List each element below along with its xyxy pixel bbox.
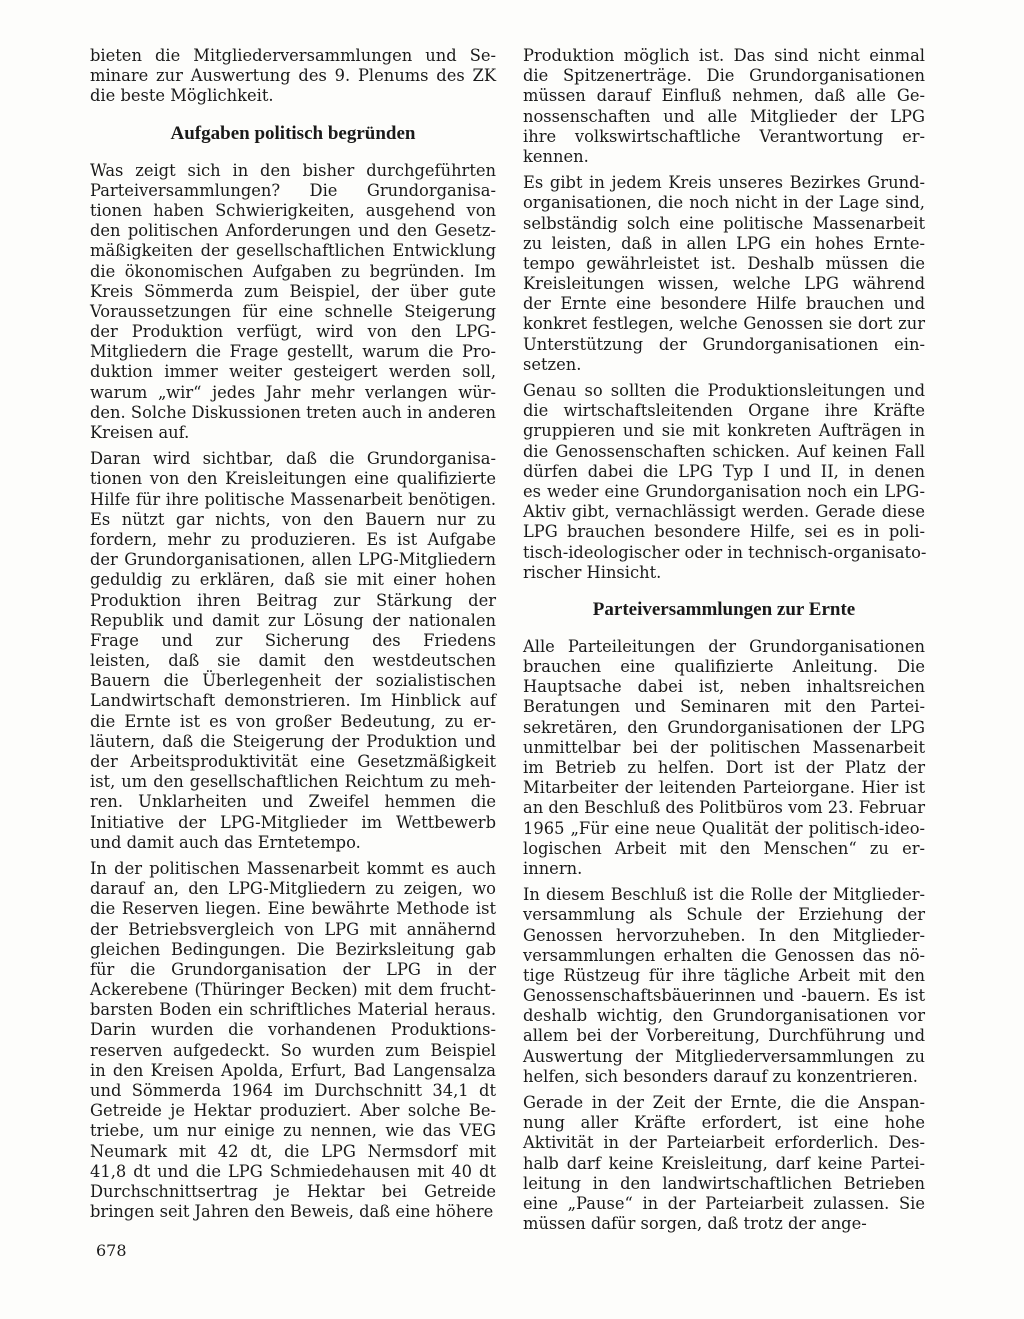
text-line: den politischen Anforderungen und den Gesetz- <box>90 221 496 241</box>
text-line: die beste Möglichkeit. <box>90 86 274 106</box>
text-line: Kreis Sömmerda zum Beispiel, der über gute <box>90 281 496 301</box>
text-line: Frage und zur Sicherung des Friedens <box>90 630 496 650</box>
text-line: 41,8 dt und die LPG Schmiedehausen mit 40 dt <box>90 1161 496 1181</box>
text-line: Parteiversammlungen? Die Grundorganisa- <box>90 180 496 200</box>
text-line: tempo gewährleistet ist. Deshalb müssen die <box>523 253 925 273</box>
text-line: konkret festlegen, welche Genossen sie dort zur <box>523 314 925 334</box>
text-line: für die Grundorganisation der LPG in der <box>90 959 496 979</box>
text-line: Beratungen und Seminaren mit den Partei- <box>523 697 925 717</box>
text-line: 1965 „Für eine neue Qualität der politisch-ideo- <box>523 818 925 838</box>
text-line: Aktivität in der Parteiarbeit erforderlich. Des- <box>523 1133 925 1153</box>
text-line: müssen dafür sorgen, daß trotz der ange- <box>523 1214 867 1234</box>
text-line: die wirtschaftsleitenden Organe ihre Kräfte <box>523 401 925 421</box>
text-line: an den Beschluß des Politbüros vom 23. Februar <box>523 798 925 818</box>
paragraph <box>523 173 925 375</box>
text-line: und Sömmerda 1964 im Durchschnitt 34,1 dt <box>90 1081 496 1100</box>
text-line: Alle Parteileitungen der Grundorganisationen <box>523 636 925 656</box>
text-line: Darin wurden die vorhandenen Produktions- <box>90 1020 496 1040</box>
right-column <box>523 46 925 1240</box>
text-line: unmittelbar bei der politischen Massenarbeit <box>523 737 925 757</box>
text-line: die Reserven liegen. Eine bewährte Methode ist <box>90 899 496 919</box>
text-line: gleichen Bedingungen. Die Bezirksleitung gab <box>90 939 496 959</box>
text-line: Hauptsache dabei ist, neben inhaltsreichen <box>523 677 925 697</box>
text-line: tionen haben Schwierigkeiten, ausgehend von <box>90 200 496 220</box>
text-line: tionen von den Kreisleitungen eine qualifizierte <box>90 469 496 489</box>
text-line: Durchschnittsertrag je Hektar bei Getreide <box>90 1181 496 1201</box>
paragraph <box>90 46 496 107</box>
paragraph <box>523 1093 925 1234</box>
text-line: reserven aufgedeckt. So wurden zum Beispiel <box>90 1040 496 1060</box>
text-line: versammlung als Schule der Erziehung der <box>523 905 925 925</box>
text-line: Mitarbeiter der leitenden Parteiorgane. Hier ist <box>523 778 925 798</box>
text-line: Landwirtschaft demonstrieren. Im Hinblick auf <box>90 691 496 711</box>
text-line: kennen. <box>523 146 589 166</box>
text-line: Getreide je Hektar produziert. Aber solche Be- <box>90 1101 496 1121</box>
text-line: die Genossenschaften schicken. Auf keinen Fall <box>523 441 925 461</box>
text-line: der Betriebsvergleich von LPG mit annähernd <box>90 919 496 939</box>
text-line: Republik und damit zur Lösung der nationalen <box>90 610 496 630</box>
text-line: eine „Pause“ in der Parteiarbeit zulassen. Sie <box>523 1193 925 1213</box>
text-line: die Ernte ist es von großer Bedeutung, zu er- <box>90 711 496 731</box>
text-line: im Betrieb zu helfen. Dort ist der Platz der <box>523 758 925 777</box>
text-line: müssen darauf Einfluß nehmen, daß alle Ge- <box>523 86 925 106</box>
text-line: läutern, daß die Steigerung der Produktion und <box>90 731 496 751</box>
text-line: zu leisten, daß in allen LPG ein hohes Ernte- <box>523 233 925 253</box>
text-line: nossenschaften und alle Mitglieder der LPG <box>523 106 925 126</box>
text-line: organisationen, die noch nicht in der Lage sind, <box>523 193 925 213</box>
text-line: logischen Arbeit mit den Menschen“ zu er- <box>523 838 925 858</box>
text-line: allem bei der Vorbereitung, Durchführung und <box>523 1026 925 1046</box>
text-line: ihre volkswirtschaftliche Verantwortung er- <box>523 126 925 146</box>
text-line: Es nützt gar nichts, von den Bauern nur zu <box>90 509 496 529</box>
text-line: der Ernte eine besondere Hilfe brauchen und <box>523 294 925 314</box>
text-line: Genossenschaftsbäuerinnen und -bauern. Es ist <box>523 986 925 1006</box>
text-line: warum „wir“ jedes Jahr mehr verlangen wür- <box>90 382 496 402</box>
text-line: Kreisleitungen wissen, welche LPG während <box>523 274 925 294</box>
text-line: brauchen eine qualifizierte Anleitung. Die <box>523 657 925 677</box>
text-line: geduldig zu erklären, daß sie mit einer hohen <box>90 570 496 590</box>
paragraph <box>523 885 925 1087</box>
text-line: bringen seit Jahren den Beweis, daß eine höhere <box>90 1202 494 1222</box>
section-heading: Parteiversammlungen zur Ernte <box>592 598 856 620</box>
text-line: innern. <box>523 858 583 878</box>
text-line: dürfen dabei die LPG Typ I und II, in denen <box>523 461 925 481</box>
text-line: der Arbeitsproduktivität eine Gesetzmäßigkeit <box>90 752 496 771</box>
text-line: darauf an, den LPG-Mitgliedern zu zeigen, wo <box>90 879 496 899</box>
text-line: Was zeigt sich in den bisher durchgeführten <box>90 160 496 180</box>
text-line: Kreisen auf. <box>90 423 190 442</box>
text-line: Genossen hervorzuheben. In den Mitglieder- <box>523 925 925 945</box>
text-line: und damit auch das Erntetempo. <box>90 832 361 852</box>
text-line: Gerade in der Zeit der Ernte, die die Anspan- <box>523 1093 925 1112</box>
text-line: duktion immer weiter gesteigert werden soll, <box>90 362 496 382</box>
text-line: leitung in den landwirtschaftlichen Betrieben <box>523 1173 925 1193</box>
text-line: ren. Unklarheiten und Zweifel hemmen die <box>90 792 496 812</box>
text-line: In diesem Beschluß ist die Rolle der Mitglieder- <box>523 885 925 905</box>
text-line: Unterstützung der Grundorganisationen ein- <box>523 334 925 354</box>
text-line: Produktion möglich ist. Das sind nicht einmal <box>523 46 925 65</box>
text-line: setzen. <box>523 354 582 374</box>
text-line: minare zur Auswertung des 9. Plenums des ZK <box>90 66 496 86</box>
text-line: bieten die Mitgliederversammlungen und Se- <box>90 46 496 65</box>
text-line: barsten Boden ein schriftliches Material heraus. <box>90 1000 496 1020</box>
text-line: Neumark mit 42 dt, die LPG Nermsdorf mit <box>90 1141 496 1161</box>
text-line: Produktion ihren Beitrag zur Stärkung der <box>90 590 496 610</box>
text-line: in den Kreisen Apolda, Erfurt, Bad Langensalza <box>90 1060 496 1080</box>
text-line: Daran wird sichtbar, daß die Grundorganisa- <box>90 449 496 469</box>
left-column <box>90 46 496 1228</box>
text-line: halb darf keine Kreisleitung, darf keine Partei- <box>523 1153 925 1173</box>
text-line: ist, um den gesellschaftlichen Reichtum zu meh- <box>90 772 496 792</box>
text-line: Voraussetzungen für eine schnelle Steigerung <box>90 301 496 321</box>
text-line: leisten, daß sie damit den westdeutschen <box>90 651 496 671</box>
text-line: den. Solche Diskussionen treten auch in anderen <box>90 402 496 422</box>
text-line: die ökonomischen Aufgaben zu begründen. Im <box>90 261 496 281</box>
text-line: der Produktion verfügt, wird von den LPG- <box>90 322 496 342</box>
text-line: Initiative der LPG-Mitglieder im Wettbewerb <box>90 812 496 832</box>
text-line: tige Rüstzeug für ihre tägliche Arbeit mit den <box>523 965 925 985</box>
text-line: Genau so sollten die Produktionsleitungen und <box>523 381 925 400</box>
text-line: rischer Hinsicht. <box>523 562 662 582</box>
text-line: gruppieren und sie mit konkreten Aufträgen in <box>523 421 925 441</box>
text-line: Bauern die Überlegenheit der sozialistischen <box>90 671 496 691</box>
text-line: sekretären, den Grundorganisationen der LPG <box>523 717 925 737</box>
text-line: Es gibt in jedem Kreis unseres Bezirkes Grund- <box>523 173 925 193</box>
paragraph <box>523 46 925 167</box>
text-line: triebe, um nur einige zu nennen, wie das VEG <box>90 1121 496 1141</box>
text-line: mäßigkeiten der gesellschaftlichen Entwicklung <box>90 241 496 261</box>
text-line: LPG brauchen besondere Hilfe, sei es in poli- <box>523 522 925 542</box>
section-heading: Aufgaben politisch begründen <box>170 122 416 144</box>
text-line: Aktiv gibt, vernachlässigt werden. Gerade diese <box>523 502 925 522</box>
text-line: versammlungen erhalten die Genossen das nö- <box>523 945 925 965</box>
text-line: selbständig solch eine politische Massenarbeit <box>523 213 925 233</box>
text-line: der Grundorganisationen, allen LPG-Mitgliedern <box>90 550 496 570</box>
paragraph <box>90 161 496 444</box>
text-line: es weder eine Grundorganisation noch ein LPG- <box>523 481 925 501</box>
text-line: Ackerebene (Thüringer Becken) mit dem frucht- <box>90 980 496 1000</box>
text-line: deshalb wichtig, den Grundorganisationen vor <box>523 1006 925 1026</box>
page-number: 678 <box>96 1241 127 1260</box>
text-line: helfen, sich besonders darauf zu konzentrieren. <box>523 1066 918 1086</box>
text-line: tisch-ideologischer oder in technisch-organisato- <box>523 542 927 562</box>
text-line: nung aller Kräfte erfordert, ist eine hohe <box>523 1113 925 1133</box>
paragraph <box>523 381 925 583</box>
text-line: fordern, mehr zu produzieren. Es ist Aufgabe <box>90 529 496 549</box>
paragraph <box>523 637 925 879</box>
text-line: In der politischen Massenarbeit kommt es auch <box>90 858 496 878</box>
text-line: die Spitzenerträge. Die Grundorganisationen <box>523 66 925 86</box>
text-line: Mitgliedern die Frage gestellt, warum die Pro- <box>90 342 496 362</box>
paragraph <box>90 859 496 1222</box>
text-line: Auswertung der Mitgliederversammlungen zu <box>523 1046 925 1066</box>
paragraph <box>90 449 496 853</box>
text-line: Hilfe für ihre politische Massenarbeit benötigen. <box>90 489 496 509</box>
